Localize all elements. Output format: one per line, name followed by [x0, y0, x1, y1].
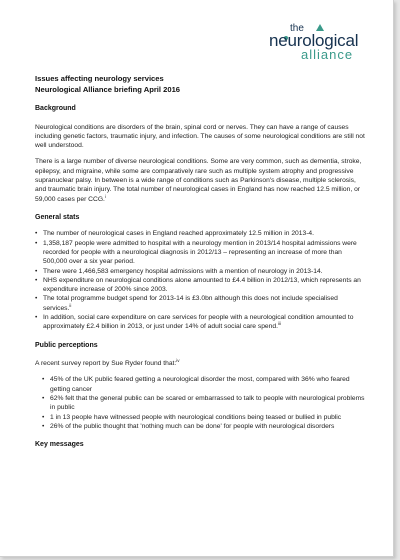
- logo-word-neurological: neurological: [269, 31, 359, 50]
- section-heading-background: Background: [35, 105, 76, 112]
- section-heading-public-perceptions: Public perceptions: [35, 341, 98, 349]
- list-item: • The total programme budget spend for 2013-14 is £3.0bn although this does not include specialised services.$^{ii}$: [35, 294, 365, 313]
- section-heading-general-stats: General stats: [35, 213, 80, 221]
- list-item: • 1 in 13 people have witnessed people with neurological conditions being teased or bullied in public: [42, 413, 365, 422]
- document-body: [35, 74, 365, 450]
- list-item: • NHS expenditure on neurological conditions alone amounted to £4.4 billion in 2012/13, which represents an expenditure increase of 200% since 2003.: [35, 276, 365, 295]
- footnote-ref: i: [104, 193, 106, 199]
- section-heading-key-messages: Key messages: [35, 441, 84, 449]
- general-stats-list: [35, 229, 365, 331]
- background-paragraph-1: Neurological conditions are disorders of the brain, spinal cord or nerves. They can have a range of causes including genetic factors, traumatic injury, and infection. The causes of some neurological conditions are still not well understood.: [35, 123, 365, 150]
- list-item: • In addition, social care expenditure on care services for people with a neurological condition amounted to approximately £2.4 billion in 2013, or just under 14% of adult social care spend.$^{iii}$: [35, 313, 365, 332]
- background-paragraph-2: There is a large number of diverse neurological conditions. Some are very common, such as dementia, stroke, epilepsy, and migraine, while some are comparatively rare such as multiple system atrophy and progressive supranuclear palsy. In between is a wide range of conditions such as Parkinson's disease, multiple sclerosis, and traumatic brain injury. The total number of neurological cases in England has now reached 12.5 million, or 59,000 cases per CCG.$^i$: [35, 158, 362, 203]
- list-item: • 62% felt that the general public can be scared or embarrassed to talk to people with neurological problems in public: [42, 394, 365, 413]
- document-subtitle: Neurological Alliance briefing April 2016: [35, 84, 181, 94]
- document-title: Issues affecting neurology services: [35, 74, 164, 83]
- neurological-alliance-logo: [268, 24, 388, 64]
- list-item: • The number of neurological cases in England reached approximately 12.5 million in 2013-4.: [35, 229, 365, 238]
- logo-word-the: the: [290, 23, 304, 34]
- list-item: • There were 1,466,583 emergency hospital admissions with a mention of neurology in 2013-14.: [35, 267, 365, 276]
- public-perceptions-list: [35, 375, 365, 431]
- logo-triangle-icon: [316, 24, 324, 31]
- list-item: • 45% of the UK public feared getting a neurological disorder the most, compared with 36% who feared getting cancer: [42, 375, 365, 394]
- logo-word-alliance: alliance: [301, 47, 354, 62]
- public-perceptions-intro: A recent survey report by Sue Ryder found that:$^{iv}$: [35, 357, 180, 368]
- list-item: • 26% of the public thought that 'nothing much can be done' for people with neurological disorders: [42, 422, 365, 431]
- list-item: • 1,358,187 people were admitted to hospital with a neurology mention in 2013/14 hospital admissions were recorded for people with a neurological diagnosis in 2012/13 – representing an increase of more than 500,000 over a six year period.: [35, 239, 365, 267]
